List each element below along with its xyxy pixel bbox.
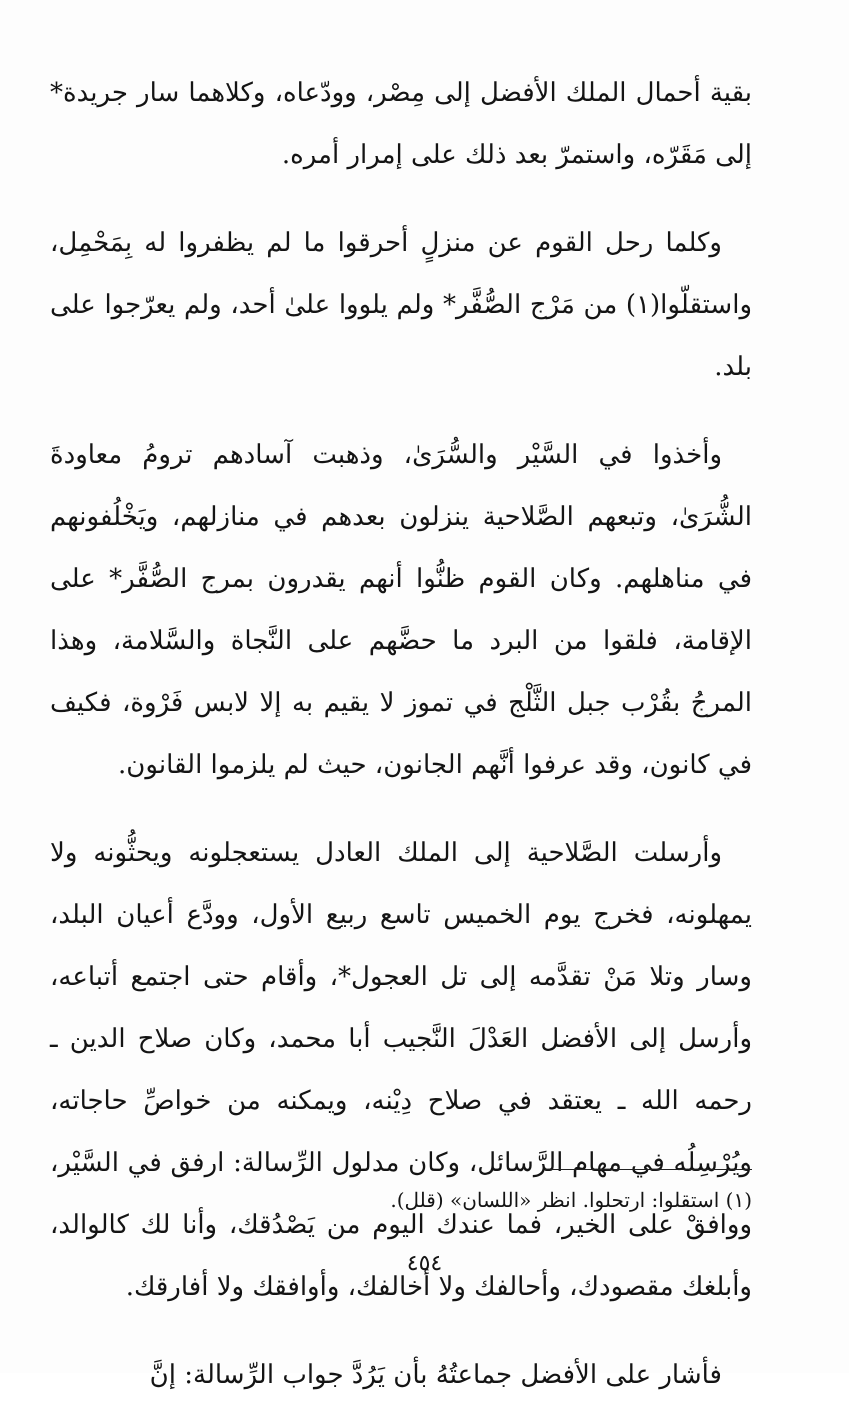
- paragraph: فأشار على الأفضل جماعتُهُ بأن يَرُدَّ جواب الرِّسالة: إنَّ: [149, 1360, 722, 1390]
- footnote: (١) استقلوا: ارتحلوا. انظر «اللسان» (قلل).: [390, 1188, 752, 1212]
- paragraph: بقية أحمال الملك الأفضل إلى مِصْر، وودّعاه، وكلاهما سار جريدة* إلى مَقَرّه، واستمرّ بعد ذلك على إمرار أمره.: [50, 78, 752, 170]
- footnote-separator: [545, 1169, 752, 1170]
- paragraph: وأخذوا في السَّيْر والسُّرَىٰ، وذهبت آسادهم ترومُ معاودةَ الشُّرَىٰ، وتبعهم الصَّلاحية ينزلون بعدهم في منازلهم، ويَخْلُفونهم في مناهلهم. وكان القوم ظنُّوا أنهم يقدرون بمرج الصُّفَّر* على الإقامة، فلقوا من البرد ما حضَّهم على النَّجاة والسَّلامة، وهذا المرجُ بقُرْب جبل الثَّلْج في تموز لا يقيم به إلا لابس فَرْوة، فكيف في كانون، وقد عرفوا أنَّهم الجانون، حيث لم يلزموا القانون.: [50, 440, 752, 780]
- paragraph: وكلما رحل القوم عن منزلٍ أحرقوا ما لم يظفروا له بِمَحْمِل، واستقلّوا(١) من مَرْج الصُّفَّر* ولم يلووا علىٰ أحد، ولم يعرّجوا على بلد.: [50, 228, 752, 382]
- page-number: ٤٥٤: [406, 1251, 443, 1276]
- paragraph: وأرسلت الصَّلاحية إلى الملك العادل يستعجلونه ويحثُّونه ولا يمهلونه، فخرج يوم الخميس تاسع ربيع الأول، وودَّع أعيان البلد، وسار وتلا مَنْ تقدَّمه إلى تل العجول*، وأقام حتى اجتمع أتباعه، وأرسل إلى الأفضل العَدْلَ النَّجيب أبا محمد، وكان صلاح الدين ـ رحمه الله ـ يعتقد في صلاح دِيْنه، ويمكنه من خواصِّ حاجاته، ويُرْسِلُه في مهام الرَّسائل، وكان مدلول الرِّسالة: ارفق في السَّيْر، ووافقْ على الخير، فما عندك اليوم من يَصْدُقك، وأنا لك كالوالد، وأبلغك مقصودك، وأحالفك ولا أخالفك، وأوافقك ولا أفارقك.: [50, 838, 752, 1302]
